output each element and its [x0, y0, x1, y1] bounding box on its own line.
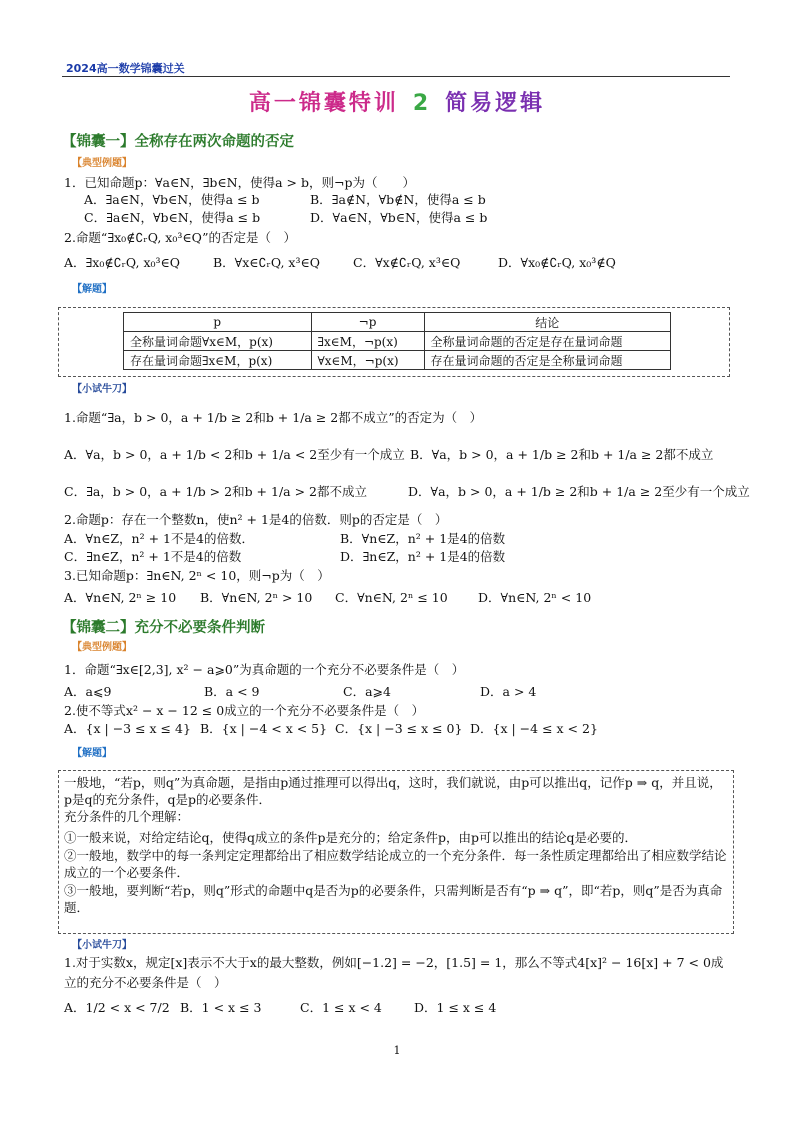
s2-p1-stem-line1: 1.对于实数x，规定[x]表示不大于x的最大整数，例如[−1.2] = −2，[1.5] = 1，那么不等式4[x]² − 16[x] + 7 < 0成: [64, 955, 724, 970]
s1-p3-option-d: D．∀n∈N, 2ⁿ < 10: [478, 590, 592, 605]
table-cell: ∃x∈M，¬p(x): [311, 332, 424, 351]
s1-p2-option-c: C．∃n∈Z，n² + 1不是4的倍数: [64, 549, 242, 564]
header-rule: [62, 76, 730, 77]
table-row: [124, 351, 671, 370]
table-cell: 全称量词命题∀x∈M，p(x): [124, 332, 312, 351]
s1-p3-option-c: C．∀n∈N, 2ⁿ ≤ 10: [335, 590, 448, 605]
s1-q1-stem: 1．已知命题p：∀a∈N，∃b∈N，使得a > b，则¬p为（ ）: [64, 175, 415, 190]
s1-q1-option-b: B．∃a∉N，∀b∉N，使得a ≤ b: [310, 192, 486, 207]
s2-q2-option-c: C．{x | −3 ≤ x ≤ 0}: [335, 721, 463, 736]
table-cell: ∀x∈M，¬p(x): [311, 351, 424, 370]
s1-p3-option-b: B．∀n∈N, 2ⁿ > 10: [200, 590, 313, 605]
s2-q1-option-d: D．a > 4: [480, 684, 537, 699]
s1-q2-option-b: B．∀x∈∁ᵣQ, x³∈Q: [213, 255, 320, 270]
table-header-cell: ¬p: [311, 313, 424, 332]
s2-p1-option-d: D．1 ≤ x ≤ 4: [414, 1000, 497, 1015]
method-note: ②一般地，数学中的每一条判定定理都给出了相应数学结论成立的一个充分条件．每一条性质定理都给出了相应数学结论成立的一个必要条件．: [64, 848, 727, 880]
title-part1: 高一锦囊特训: [248, 91, 399, 116]
s1-q2-option-c: C．∀x∉∁ᵣQ, x³∈Q: [353, 255, 461, 270]
s1-p2-option-d: D．∃n∈Z，n² + 1是4的倍数: [340, 549, 506, 564]
s1-p2-stem: 2.命题p：存在一个整数n，使n² + 1是4的倍数．则p的否定是（ ）: [64, 512, 448, 527]
s2-p1-option-c: C．1 ≤ x < 4: [300, 1000, 382, 1015]
s2-p1-option-a: A．1/2 < x < 7/2: [64, 1000, 170, 1015]
s2-q2-option-d: D．{x | −4 ≤ x < 2}: [470, 721, 598, 736]
s1-q2-option-a: A．∃x₀∉∁ᵣQ, x₀³∈Q: [64, 255, 181, 270]
method-note: 充分条件的几个理解：: [64, 809, 190, 824]
section2-heading: 【锦囊二】充分不必要条件判断: [62, 620, 265, 636]
method-note: ①一般来说，对给定结论q，使得q成立的条件p是充分的；给定条件p，由p可以推出的结论q是必要的．: [64, 830, 638, 845]
s1-q1-option-a: A．∃a∈N，∀b∈N，使得a ≤ b: [84, 192, 260, 207]
section1-example-tag: 【典型例题】: [72, 158, 132, 169]
table-cell: 存在量词命题的否定是全称量词命题: [424, 351, 670, 370]
page-number: 1: [393, 1044, 401, 1057]
s2-p1-stem-line2: 立的充分不必要条件是（ ）: [64, 975, 227, 990]
s1-q2-stem: 2.命题“∃x₀∉∁ᵣQ, x₀³∈Q”的否定是（ ）: [64, 230, 296, 245]
s1-p1-option-d: D．∀a，b > 0，a + 1/b ≥ 2和b + 1/a ≥ 2至少有一个成立: [408, 484, 750, 499]
section1-heading: 【锦囊一】全称存在两次命题的否定: [62, 134, 294, 150]
s1-p2-option-a: A．∀n∈Z，n² + 1不是4的倍数．: [64, 531, 254, 546]
s1-p1-stem: 1.命题“∃a，b > 0，a + 1/b ≥ 2和b + 1/a ≥ 2都不成立”的否定为（ ）: [64, 410, 483, 425]
s1-q2-option-d: D．∀x₀∉∁ᵣQ, x₀³∉Q: [498, 255, 616, 270]
s1-p3-stem: 3.已知命题p：∃n∈N, 2ⁿ < 10，则¬p为（ ）: [64, 568, 330, 583]
table-header-cell: 结论: [424, 313, 670, 332]
s1-q1-option-c: C．∃a∈N，∀b∈N，使得a ≤ b: [84, 210, 261, 225]
s2-q1-stem: 1．命题“∃x∈[2,3], x² − a⩾0”为真命题的一个充分不必要条件是（ ）: [64, 662, 465, 677]
running-title: 2024高一数学锦囊过关: [66, 62, 185, 75]
negation-table: [123, 312, 671, 370]
s1-q1-option-d: D．∀a∈N，∀b∈N，使得a ≤ b: [310, 210, 488, 225]
s1-p1-option-b: B．∀a，b > 0，a + 1/b ≥ 2和b + 1/a ≥ 2都不成立: [410, 447, 714, 462]
s2-q2-option-a: A．{x | −3 ≤ x ≤ 4}: [64, 721, 191, 736]
s1-p3-option-a: A．∀n∈N, 2ⁿ ≥ 10: [64, 590, 177, 605]
title-part2: 简易逻辑: [445, 91, 546, 116]
section2-method-tag: 【解题】: [72, 748, 112, 759]
s2-p1-option-b: B．1 < x ≤ 3: [180, 1000, 262, 1015]
s1-p1-option-a: A．∀a，b > 0，a + 1/b < 2和b + 1/a < 2至少有一个成立: [64, 447, 405, 462]
table-cell: 全称量词命题的否定是存在量词命题: [424, 332, 670, 351]
s2-q1-option-c: C．a⩾4: [343, 684, 391, 699]
section1-method-tag: 【解题】: [72, 284, 112, 295]
s2-q2-option-b: B．{x | −4 < x < 5}: [200, 721, 328, 736]
method-note: ③一般地，要判断“若p，则q”形式的命题中q是否为p的必要条件，只需判断是否有“p ⇒ q”，即“若p，则q”是否为真命题．: [64, 883, 723, 915]
s2-q2-stem: 2.使不等式x² − x − 12 ≤ 0成立的一个充分不必要条件是（ ）: [64, 703, 425, 718]
s2-q1-option-b: B．a < 9: [204, 684, 260, 699]
table-row: [124, 332, 671, 351]
table-header-row: [124, 313, 671, 332]
table-cell: 存在量词命题∃x∈M，p(x): [124, 351, 312, 370]
table-header-cell: p: [124, 313, 312, 332]
s2-q1-option-a: A．a⩽9: [64, 684, 112, 699]
section2-example-tag: 【典型例题】: [72, 642, 132, 653]
s1-p1-option-c: C．∃a，b > 0，a + 1/b > 2和b + 1/a > 2都不成立: [64, 484, 367, 499]
section1-practice-tag: 【小试牛刀】: [72, 384, 132, 395]
section2-practice-tag: 【小试牛刀】: [72, 940, 132, 951]
s1-p2-option-b: B．∀n∈Z，n² + 1是4的倍数: [340, 531, 506, 546]
document-title: [0, 86, 794, 117]
title-number: 2: [412, 91, 432, 116]
method-note: 一般地，“若p，则q”为真命题，是指由p通过推理可以得出q，这时，我们就说，由p可以推出q，记作p ⇒ q，并且说，p是q的充分条件，q是p的必要条件．: [64, 775, 722, 807]
